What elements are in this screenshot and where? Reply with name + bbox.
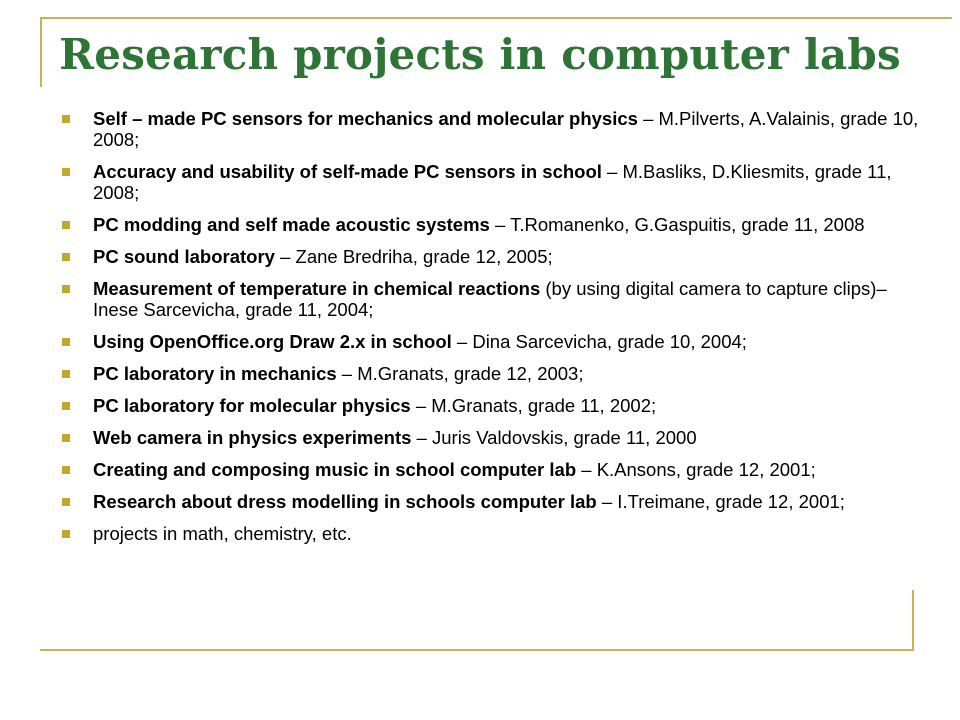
project-title: Web camera in physics experiments [93, 427, 412, 448]
project-title: PC modding and self made acoustic systems [93, 214, 490, 235]
square-bullet-icon [62, 466, 70, 474]
list-item [62, 491, 922, 512]
list-item [62, 246, 922, 267]
project-title: Measurement of temperature in chemical reactions [93, 278, 541, 299]
project-details: (by using digital camera to capture clips)– Inese Sarcevicha, grade 11, 2004; [93, 278, 887, 320]
project-details: – Dina Sarcevicha, grade 10, 2004; [451, 331, 747, 352]
square-bullet-icon [62, 338, 70, 346]
project-title: PC laboratory for molecular physics [93, 395, 411, 416]
square-bullet-icon [62, 253, 70, 261]
list-item [62, 363, 922, 384]
project-title: Creating and composing music in school computer lab [93, 459, 577, 480]
slide-title: Research projects in computer labs [59, 30, 901, 79]
project-details: – Juris Valdovskis, grade 11, 2000 [411, 427, 697, 448]
project-details: – M.Granats, grade 11, 2002; [410, 395, 657, 416]
list-item [62, 278, 922, 320]
list-item [62, 161, 922, 203]
project-title: Accuracy and usability of self-made PC sensors in school [93, 161, 602, 182]
square-bullet-icon [62, 168, 70, 176]
square-bullet-icon [62, 434, 70, 442]
project-details: – I.Treimane, grade 12, 2001; [596, 491, 845, 512]
frame-top-line [40, 17, 952, 19]
square-bullet-icon [62, 498, 70, 506]
project-details: – Zane Bredriha, grade 12, 2005; [274, 246, 553, 267]
project-title: PC laboratory in mechanics [93, 363, 337, 384]
square-bullet-icon [62, 285, 70, 293]
project-details: – M.Granats, grade 12, 2003; [336, 363, 584, 384]
list-item [62, 108, 922, 150]
project-details: – M.Basliks, D.Kliesmits, grade 11, 2008; [93, 161, 892, 203]
list-item [62, 214, 922, 235]
project-details: projects in math, chemistry, etc. [93, 523, 352, 544]
square-bullet-icon [62, 370, 70, 378]
square-bullet-icon [62, 221, 70, 229]
project-title: Self – made PC sensors for mechanics and molecular physics [93, 108, 638, 129]
project-details: – K.Ansons, grade 12, 2001; [576, 459, 816, 480]
square-bullet-icon [62, 530, 70, 538]
project-title: PC sound laboratory [93, 246, 275, 267]
project-details: – M.Pilverts, A.Valainis, grade 10, 2008; [93, 108, 919, 150]
project-title: Using OpenOffice.org Draw 2.x in school [93, 331, 452, 352]
square-bullet-icon [62, 115, 70, 123]
project-list [62, 108, 922, 555]
list-item [62, 395, 922, 416]
project-details: – T.Romanenko, G.Gaspuitis, grade 11, 2008 [489, 214, 865, 235]
square-bullet-icon [62, 402, 70, 410]
list-item [62, 459, 922, 480]
list-item [62, 427, 922, 448]
frame-bottom-line [40, 649, 914, 651]
frame-right-line [912, 590, 914, 651]
project-title: Research about dress modelling in schools computer lab [93, 491, 597, 512]
list-item [62, 331, 922, 352]
list-item [62, 523, 922, 544]
